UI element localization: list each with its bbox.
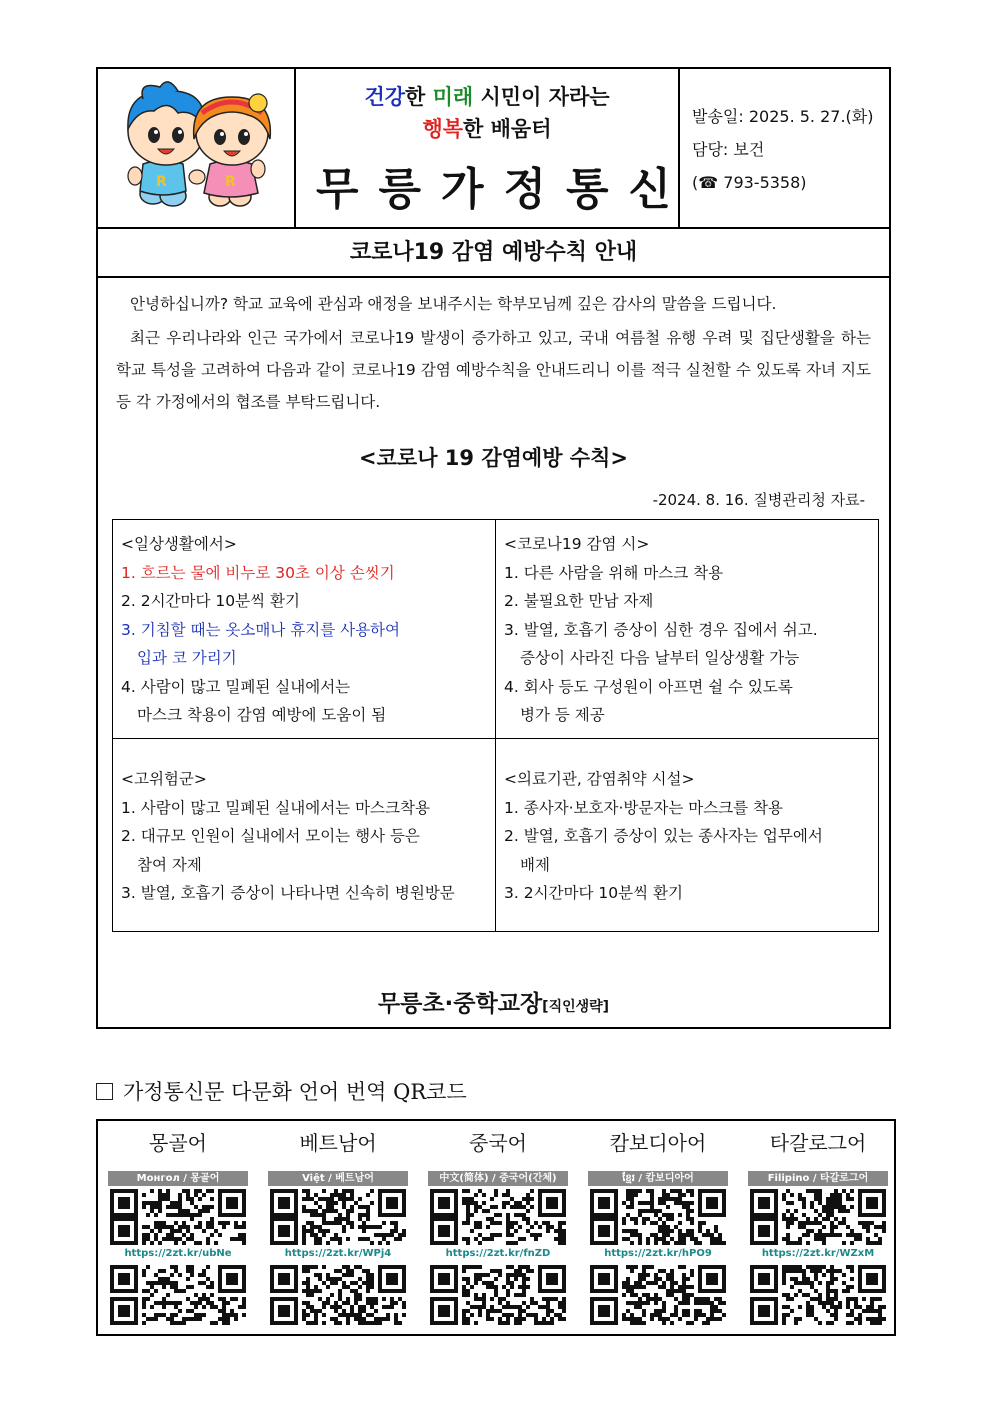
rules-high-risk-heading: <고위험군> bbox=[121, 770, 207, 788]
qr-item-chinese bbox=[418, 1121, 578, 1334]
svg-text:R: R bbox=[156, 174, 167, 190]
logo-cell bbox=[98, 69, 296, 227]
rules-infected-item: 병가 등 제공 bbox=[520, 706, 605, 724]
qr-code-icon[interactable] bbox=[750, 1189, 886, 1245]
intro-paragraph-1: 안녕하십니까? 학교 교육에 관심과 애정을 보내주시는 학부모님께 깊은 감사의 말씀을 드립니다. bbox=[130, 295, 777, 313]
rules-facility-cell bbox=[496, 739, 878, 931]
slogan-segment: 한 bbox=[405, 85, 433, 109]
phone-number: (☎ 793-5358) bbox=[692, 173, 807, 192]
rules-facility-heading: <의료기관, 감염취약 시설> bbox=[504, 770, 695, 788]
header-table bbox=[98, 69, 889, 229]
qr-language-label: 캄보디아어 bbox=[609, 1131, 707, 1155]
qr-url[interactable]: https://2zt.kr/WZxM bbox=[761, 1248, 875, 1259]
rules-facility-item: 3. 2시간마다 10분씩 환기 bbox=[504, 884, 683, 902]
qr-language-label: 중국어 bbox=[469, 1131, 527, 1155]
qr-heading bbox=[96, 1076, 467, 1106]
slogan-line-2 bbox=[296, 113, 678, 143]
manager: 담당: 보건 bbox=[692, 140, 765, 159]
rules-high-risk-cell bbox=[113, 739, 496, 931]
qr-url[interactable]: https://2zt.kr/WPj4 bbox=[284, 1248, 392, 1259]
qr-code-icon[interactable] bbox=[270, 1189, 406, 1245]
title-cell bbox=[296, 69, 692, 227]
qr-code-icon[interactable] bbox=[270, 1265, 406, 1325]
qr-code-icon[interactable] bbox=[750, 1265, 886, 1325]
slogan-segment: 미래 bbox=[432, 85, 474, 109]
rules-high-risk-item: 1. 사람이 많고 밀폐된 실내에서는 마스크착용 bbox=[121, 798, 430, 817]
qr-code-icon[interactable] bbox=[110, 1265, 246, 1325]
send-date: 발송일: 2025. 5. 27.(화) bbox=[692, 107, 874, 126]
rules-high-risk-item: 3. 발열, 호흡기 증상이 나타나면 신속히 병원방문 bbox=[121, 884, 455, 902]
rules-daily-item: 4. 사람이 많고 밀폐된 실내에서는 bbox=[121, 677, 351, 696]
qr-language-tag: Filipino / 타갈로그어 bbox=[748, 1171, 888, 1186]
qr-item-vietnamese bbox=[258, 1121, 418, 1334]
qr-item-cambodian bbox=[578, 1121, 738, 1334]
rules-table bbox=[112, 519, 879, 932]
intro-paragraph-2: 최근 우리나라와 인근 국가에서 코로나19 발생이 증가하고 있고, 국내 여름철 유행 우려 및 집단생활을 하는 학교 특성을 고려하여 다음과 같이 코로나19 감염 예방수칙을 안내드리니 이를 적극 실천할 수 있도록 자녀 지도 등 각 가정에서의 협조를 부탁드립니다. bbox=[116, 329, 871, 411]
subject-title: 코로나19 감염 예방수칙 안내 bbox=[98, 229, 889, 278]
stamp-omitted: [직인생략] bbox=[542, 999, 610, 1015]
rules-facility-item: 1. 종사자·보호자·방문자는 마스크를 착용 bbox=[504, 798, 783, 817]
qr-language-label: 몽골어 bbox=[149, 1131, 207, 1155]
qr-code-icon[interactable] bbox=[110, 1189, 246, 1245]
rules-facility-item: 2. 발열, 호흡기 증상이 있는 종사자는 업무에서 bbox=[504, 827, 823, 845]
qr-code-icon[interactable] bbox=[430, 1189, 566, 1245]
qr-item-mongolian bbox=[98, 1121, 258, 1334]
slogan-line-1 bbox=[296, 81, 678, 111]
qr-item-tagalog bbox=[738, 1121, 898, 1334]
info-cell bbox=[680, 69, 889, 227]
rules-infected-item: 2. 불필요한 만남 자제 bbox=[504, 592, 654, 610]
rules-daily-item: 2. 2시간마다 10분씩 환기 bbox=[121, 592, 300, 610]
qr-language-tag: 中文(简体) / 중국어(간체) bbox=[428, 1171, 568, 1186]
main-title: 무릉가정통신 bbox=[316, 164, 692, 215]
qr-url[interactable]: https://2zt.kr/ubNe bbox=[124, 1248, 232, 1259]
rules-high-risk-item: 2. 대규모 인원이 실내에서 모이는 행사 등은 bbox=[121, 827, 420, 845]
kids-mascot-icon bbox=[98, 69, 296, 227]
svg-text:R: R bbox=[225, 174, 236, 190]
signature bbox=[98, 985, 889, 1018]
slogan-segment: 시민이 자라는 bbox=[473, 85, 610, 109]
rules-title: <코로나 19 감염예방 수칙> bbox=[359, 446, 628, 470]
rules-daily-item: 3. 기침할 때는 옷소매나 휴지를 사용하여 bbox=[121, 620, 400, 639]
principal-name: 무릉초·중학교장 bbox=[377, 991, 543, 1017]
checkbox-square-icon bbox=[96, 1083, 113, 1100]
rules-infected-item: 4. 회사 등도 구성원이 아프면 쉴 수 있도록 bbox=[504, 677, 793, 696]
rules-daily-heading: <일상생활에서> bbox=[121, 535, 237, 553]
rules-infected-item: 1. 다른 사람을 위해 마스크 착용 bbox=[504, 563, 724, 582]
notice-document bbox=[96, 67, 891, 1029]
rules-infected-item: 3. 발열, 호흡기 증상이 심한 경우 집에서 쉬고. bbox=[504, 620, 818, 639]
rules-daily-item: 마스크 착용이 감염 예방에 도움이 됨 bbox=[137, 706, 387, 724]
slogan-segment: 건강 bbox=[364, 85, 406, 109]
qr-language-tag: Монгол / 몽골어 bbox=[108, 1171, 248, 1186]
rules-source: -2024. 8. 16. 질병관리청 자료- bbox=[652, 491, 865, 509]
qr-language-label: 타갈로그어 bbox=[769, 1131, 867, 1155]
rules-daily-item: 입과 코 가리기 bbox=[137, 649, 237, 667]
qr-code-icon[interactable] bbox=[590, 1189, 726, 1245]
qr-code-icon[interactable] bbox=[590, 1265, 726, 1325]
qr-language-label: 베트남어 bbox=[299, 1131, 377, 1155]
rules-infected-cell bbox=[496, 520, 878, 739]
qr-url[interactable]: https://2zt.kr/hPO9 bbox=[604, 1248, 712, 1259]
qr-heading-text: 가정통신문 다문화 언어 번역 QR코드 bbox=[123, 1080, 467, 1104]
rules-high-risk-item: 참여 자제 bbox=[137, 855, 202, 874]
slogan-segment: 행복 bbox=[422, 117, 464, 141]
rules-facility-item: 배제 bbox=[520, 855, 550, 874]
qr-code-icon[interactable] bbox=[430, 1265, 566, 1325]
slogan-segment: 한 배움터 bbox=[463, 117, 552, 141]
rules-infected-heading: <코로나19 감염 시> bbox=[504, 535, 650, 553]
rules-daily-item: 1. 흐르는 물에 비누로 30초 이상 손씻기 bbox=[121, 563, 395, 582]
qr-language-tag: ខ្មែរ / 캄보디아어 bbox=[588, 1171, 728, 1186]
qr-language-tag: Việt / 베트남어 bbox=[268, 1171, 408, 1186]
intro-text bbox=[116, 288, 871, 418]
qr-code-table bbox=[96, 1119, 896, 1336]
qr-url[interactable]: https://2zt.kr/fnZD bbox=[445, 1248, 551, 1259]
rules-daily-cell bbox=[113, 520, 496, 739]
rules-infected-item: 증상이 사라진 다음 날부터 일상생활 가능 bbox=[520, 649, 800, 667]
